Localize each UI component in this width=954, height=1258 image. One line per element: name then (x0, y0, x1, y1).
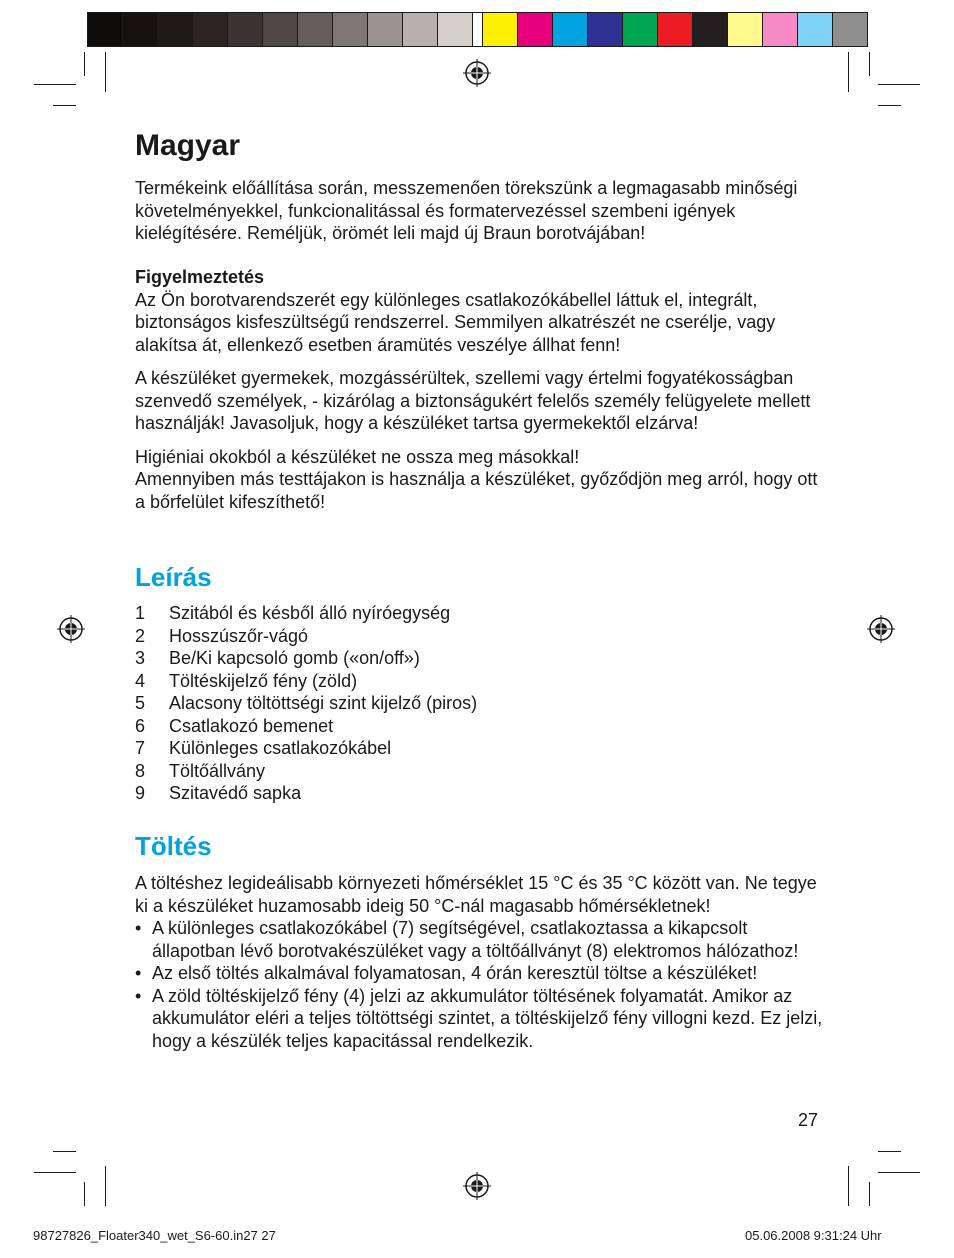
bullet-item (135, 985, 825, 1053)
crop-mark-top-right-h (878, 84, 920, 85)
color-swatch (622, 12, 658, 47)
charging-bullets (135, 917, 825, 1052)
list-item (135, 782, 477, 805)
warning-paragraph-2: A készüléket gyermekek, mozgássérültek, szellemi vagy értelmi fogyatékosságban szenvedő személyek, - kizárólag a biztonságukért felelős személy felügyelete mellett használják! Javasoljuk, hogy a készüléket tartsa gyermekektől elzárva! (135, 368, 811, 433)
gray-swatch (87, 12, 123, 47)
crop-mark-bottom-left-v (105, 1166, 106, 1206)
color-swatch (517, 12, 553, 47)
list-item-number: 5 (135, 693, 146, 713)
list-item-text: Szitából és késből álló nyíróegység (169, 603, 451, 623)
registration-mark-icon (463, 1172, 491, 1200)
registration-mark-icon (463, 59, 491, 87)
charging-heading: Töltés (135, 831, 212, 861)
list-item-number: 9 (135, 783, 146, 803)
list-item-number: 2 (135, 625, 146, 646)
registration-mark-icon (867, 615, 895, 643)
list-item (135, 670, 477, 693)
bullet-marker: • (135, 918, 142, 938)
footer-file-info: 98727826_Floater340_wet_S6-60.in27 27 (33, 1228, 276, 1243)
warning-section (135, 266, 825, 513)
list-item-number: 6 (135, 715, 146, 736)
warning-heading: Figyelmeztetés (135, 267, 265, 287)
gray-swatch (227, 12, 263, 47)
crop-mark-bottom-left-h (34, 1172, 76, 1173)
color-swatch (552, 12, 588, 47)
parts-list (135, 602, 477, 805)
crop-mark-bottom-left-h2 (53, 1151, 76, 1152)
list-item-number: 7 (135, 738, 146, 758)
list-item (135, 625, 477, 648)
gray-swatch (367, 12, 403, 47)
bullet-marker: • (135, 985, 142, 1006)
list-item (135, 715, 477, 738)
crop-mark-bottom-right-v (848, 1166, 849, 1206)
crop-mark-top-left-h2 (53, 105, 76, 106)
description-heading: Leírás (135, 562, 212, 592)
grayscale-color-bar (87, 12, 507, 47)
list-item-number: 1 (135, 603, 146, 623)
color-swatch (587, 12, 623, 47)
crop-mark-top-left-h (34, 84, 76, 85)
charging-section (135, 872, 825, 1052)
list-item-text: Különleges csatlakozókábel (169, 738, 392, 758)
list-item (135, 737, 477, 760)
list-item-number: 8 (135, 760, 146, 781)
process-color-bar (482, 12, 867, 47)
list-item (135, 647, 477, 670)
list-item-number: 3 (135, 648, 146, 668)
crop-mark-bottom-right-h2 (878, 1151, 901, 1152)
list-item (135, 692, 477, 715)
bullet-marker: • (135, 963, 142, 983)
page-number: 27 (798, 1110, 819, 1130)
page-title: Magyar (135, 129, 241, 162)
color-swatch (692, 12, 728, 47)
list-item-number: 4 (135, 670, 146, 691)
list-item (135, 760, 477, 783)
footer-timestamp: 05.06.2008 9:31:24 Uhr (745, 1228, 882, 1243)
intro-text: Termékeink előállítása során, messzemenően törekszünk a legmagasabb minőségi követelményekkel, funkcionalitással és formatervezéssel szembeni igények kielégítésére. Reméljük, örömét leli majd új Braun borotvájában! (135, 178, 798, 243)
warning-paragraph-3a: Higiéniai okokból a készüléket ne ossza meg másokkal! (135, 446, 580, 467)
gray-swatch (192, 12, 228, 47)
list-item (135, 602, 477, 625)
list-item-text: Töltéskijelző fény (zöld) (169, 670, 358, 691)
bullet-text: Az első töltés alkalmával folyamatosan, 4 órán keresztül töltse a készüléket! (152, 963, 758, 983)
crop-mark-top-right-h2 (878, 105, 901, 106)
gray-swatch (157, 12, 193, 47)
list-item-text: Hosszúszőr-vágó (169, 625, 309, 646)
gray-swatch (437, 12, 473, 47)
warning-paragraph-3b: Amennyiben más testtájakon is használja a készüléket, győződjön meg arról, hogy ott a bőrfelület kifeszíthető! (135, 469, 818, 512)
gray-swatch (262, 12, 298, 47)
bullet-text: A zöld töltéskijelző fény (4) jelzi az akkumulátor töltésének folyamatát. Amikor az akkumulátor eléri a teljes töltöttségi szintet, a töltéskijelző fény villogni kezd. Ez jelzi, hogy a készülék teljes kapacitással rendelkezik. (152, 985, 823, 1051)
charging-intro: A töltéshez legideálisabb környezeti hőmérséklet 15 °C és 35 °C között van. Ne tegye ki a készüléket huzamosabb ideig 50 °C-nál magasabb hőmérsékletnek! (135, 873, 817, 916)
crop-mark-bottom-left-v2 (84, 1182, 85, 1206)
gray-swatch (122, 12, 158, 47)
registration-mark-icon (57, 615, 85, 643)
gray-swatch (297, 12, 333, 47)
bullet-item (135, 917, 825, 962)
color-swatch (762, 12, 798, 47)
bullet-text: A különleges csatlakozókábel (7) segítségével, csatlakoztassa a kikapcsolt állapotban lévő borotvakészüléket vagy a töltőállványt (8) elektromos hálózathoz! (152, 918, 799, 961)
intro-paragraph (135, 177, 825, 245)
gray-swatch (332, 12, 368, 47)
list-item-text: Töltőállvány (169, 760, 266, 781)
color-swatch (657, 12, 693, 47)
list-item-text: Alacsony töltöttségi szint kijelző (piros) (169, 693, 478, 713)
color-swatch (727, 12, 763, 47)
bullet-item (135, 962, 825, 985)
list-item-text: Csatlakozó bemenet (169, 715, 334, 736)
gray-swatch (402, 12, 438, 47)
crop-mark-bottom-right-v2 (869, 1182, 870, 1206)
crop-mark-top-left-v (105, 52, 106, 92)
list-item-text: Szitavédő sapka (169, 783, 302, 803)
list-item-text: Be/Ki kapcsoló gomb («on/off») (169, 648, 420, 668)
crop-mark-top-right-v2 (869, 52, 870, 76)
color-swatch (797, 12, 833, 47)
crop-mark-top-right-v (848, 52, 849, 92)
color-swatch (832, 12, 868, 47)
color-swatch (482, 12, 518, 47)
warning-paragraph-1: Az Ön borotvarendszerét egy különleges csatlakozókábellel láttuk el, integrált, biztonságos kisfeszültségű rendszerrel. Semmilyen alkatrészét ne cserélje, vagy alakítsa át, ellenkező esetben áramütés veszélye állhat fenn! (135, 289, 776, 355)
crop-mark-bottom-right-h (878, 1172, 920, 1173)
crop-mark-top-left-v2 (84, 52, 85, 76)
